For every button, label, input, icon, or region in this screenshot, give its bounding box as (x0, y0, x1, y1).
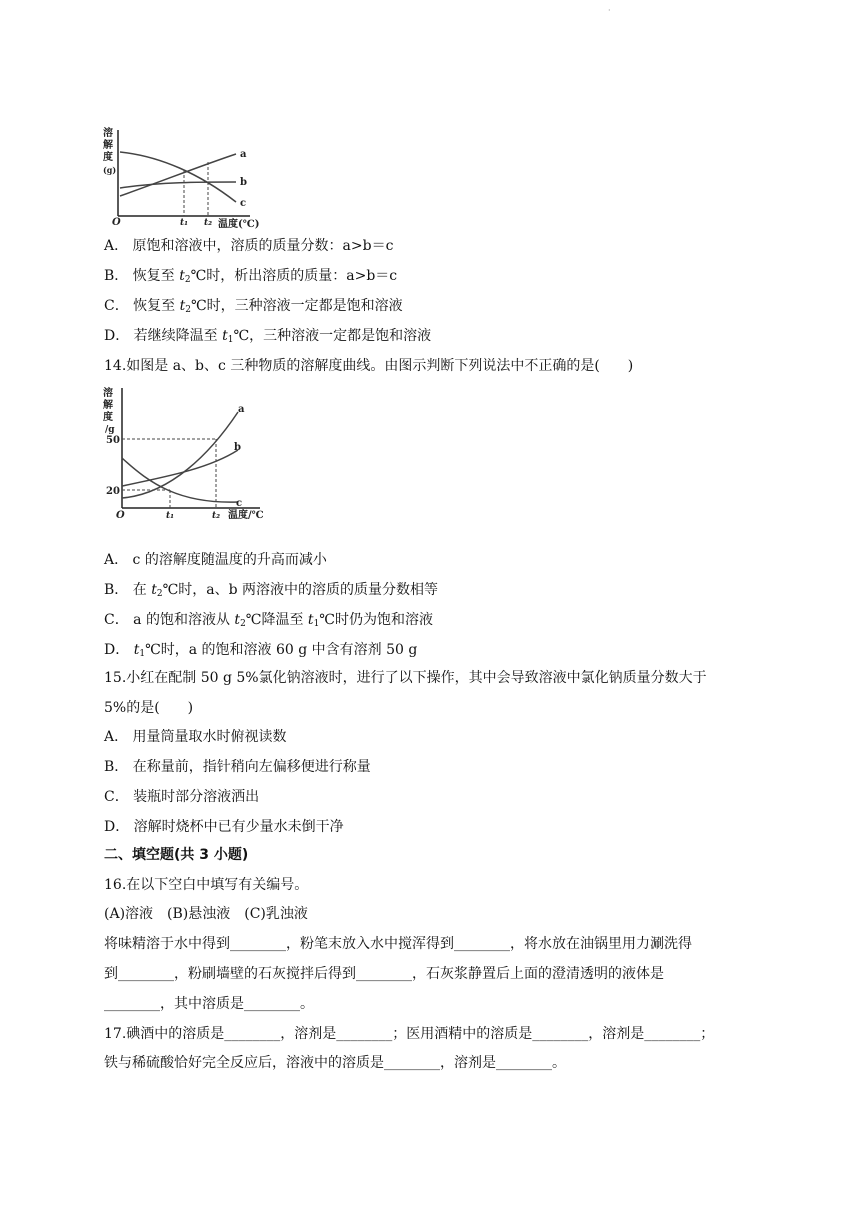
fig2-y20-label: 20 (106, 486, 120, 497)
q14-option-c: C． a 的饱和溶液从 $t_2℃$降温至 $t_1℃$时仍为饱和溶液 (104, 612, 433, 629)
q13-option-d: D． 若继续降温至 $t_1℃$，三种溶液一定都是饱和溶液 (104, 328, 432, 345)
fig1-curve-a-label: a (240, 149, 247, 160)
q13-option-b: B． 恢复至 $t_2℃$时，析出溶质的质量：a>b＝c (104, 268, 398, 285)
fig1-t1-label: t₁ (180, 218, 189, 228)
solubility-chart-1 (100, 124, 270, 230)
fig2-curve-b-label: b (234, 442, 241, 453)
q16-line3: ________，其中溶质是________。 (104, 996, 314, 1012)
fig2-ylabel-4: /g (105, 425, 115, 435)
fig2-curve-c-label: c (236, 498, 243, 509)
fig2-origin: O (116, 510, 125, 520)
q17-line1: 17.碘酒中的溶质是________，溶剂是________；医用酒精中的溶质是________，溶剂是________； (104, 1026, 715, 1042)
fig1-t2-label: t₂ (204, 218, 213, 228)
q16-stem: 16.在以下空白中填写有关编号。 (104, 877, 309, 893)
fig2-ylabel-2: 解 (103, 400, 113, 411)
fig2-t1-label: t₁ (166, 511, 175, 520)
q15-stem-line2: 5%的是( ) (104, 700, 194, 716)
fig1-xlabel: 温度(℃) (218, 219, 260, 230)
q15-option-c: C． 装瓶时部分溶液洒出 (104, 789, 260, 805)
fig1-ylabel-3: 度 (103, 152, 113, 163)
q14-option-a: A． c 的溶解度随温度的升高而减小 (104, 552, 327, 568)
q15-option-d: D． 溶解时烧杯中已有少量水未倒干净 (104, 819, 344, 835)
q16-line1: 将味精溶于水中得到________，粉笔末放入水中搅浑得到________，将水放在油锅里用力涮洗得 (104, 936, 692, 952)
fig2-curve-b (122, 450, 238, 486)
fig1-ylabel-4: (g) (103, 165, 117, 175)
fig2-ylabel-1: 溶 (103, 388, 113, 399)
q16-options: (A)溶液 (B)悬浊液 (C)乳浊液 (104, 906, 308, 922)
fig1-origin: O (112, 217, 121, 228)
q14-option-d: D． $t_1℃$时，a 的饱和溶液 60 g 中含有溶剂 50 g (104, 642, 418, 659)
q16-line2: 到________，粉刷墙壁的石灰搅拌后得到________，石灰浆静置后上面的澄清透明的液体是 (104, 966, 664, 982)
fig2-y50-label: 50 (106, 435, 120, 446)
q14-stem: 14.如图是 a、b、c 三种物质的溶解度曲线。由图示判断下列说法中不正确的是( ) (104, 358, 634, 374)
fig1-ylabel-1: 溶 (103, 128, 113, 139)
fig2-t2-label: t₂ (212, 511, 221, 520)
q15-option-b: B． 在称量前，指针稍向左偏移便进行称量 (104, 759, 371, 775)
fig1-curve-c-label: c (240, 198, 247, 209)
q13-option-c: C． 恢复至 $t_2℃$时，三种溶液一定都是饱和溶液 (104, 298, 403, 315)
q15-stem-line1: 15.小红在配制 50 g 5%氯化钠溶液时，进行了以下操作，其中会导致溶液中氯化钠质量分数大于 (104, 670, 707, 686)
q14-option-b: B． 在 $t_2℃$时，a、b 两溶液中的溶质的质量分数相等 (104, 582, 438, 599)
fig2-curve-a-label: a (238, 404, 245, 415)
solubility-chart-2 (100, 384, 285, 520)
fig1-curve-b-label: b (240, 177, 247, 188)
fig2-curve-a (122, 412, 238, 498)
fig2-xlabel: 温度/℃ (228, 510, 264, 520)
page-dot: · (608, 6, 611, 15)
fig2-ylabel-3: 度 (103, 412, 113, 423)
section-title: 二、填空题(共 3 小题) (104, 847, 249, 863)
fig1-ylabel-2: 解 (103, 140, 113, 151)
fig1-curve-b (120, 182, 236, 188)
q15-option-a: A． 用量筒量取水时俯视读数 (104, 729, 287, 745)
q13-option-a: A． 原饱和溶液中，溶质的质量分数：a>b＝c (104, 238, 394, 254)
q17-line2: 铁与稀硫酸恰好完全反应后，溶液中的溶质是________，溶剂是________。 (104, 1055, 566, 1071)
